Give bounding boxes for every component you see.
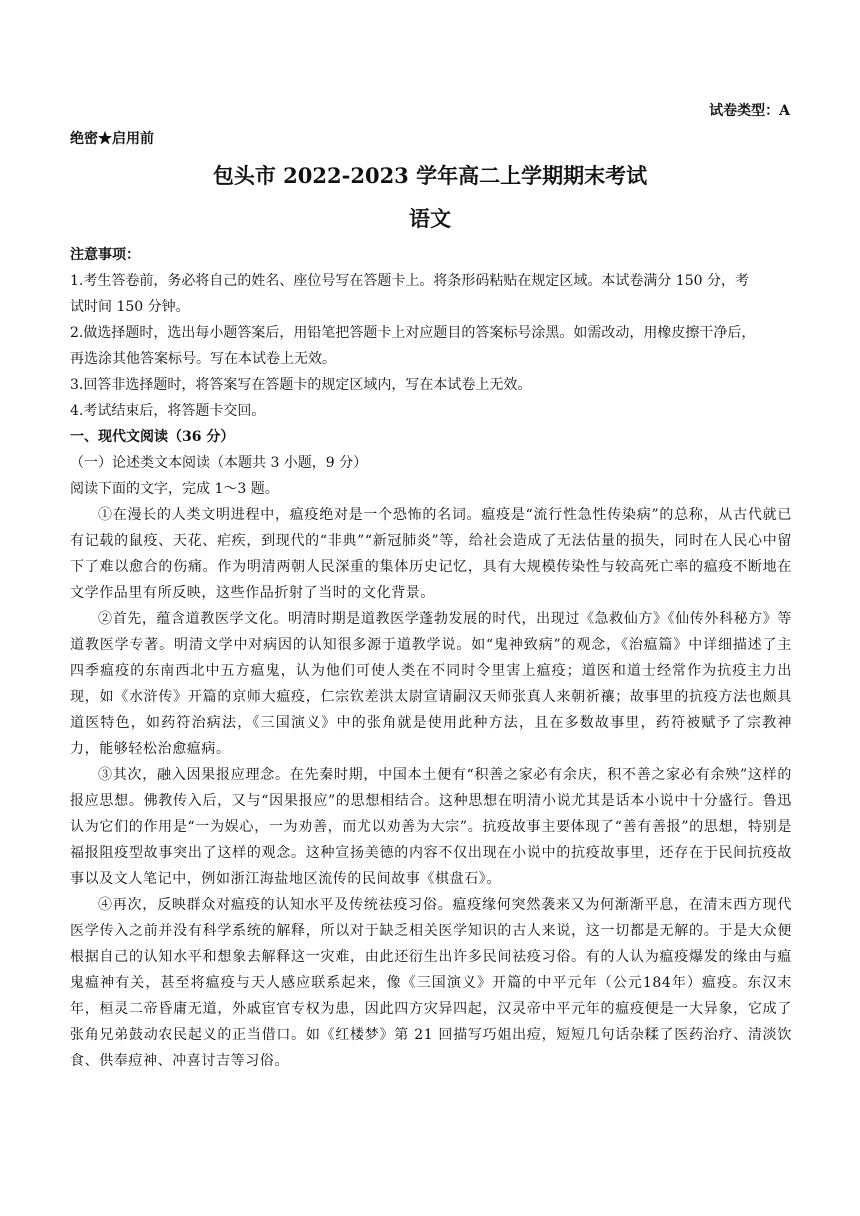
notice-heading: 注意事项： bbox=[70, 247, 140, 263]
paragraph-1: ①在漫长的人类文明进程中，瘟疫绝对是一个恐怖的名词。瘟疫是“流行性急性传染病”的总称，从古代就已有记载的鼠疫、天花、疟疾，到现代的“非典”“新冠肺炎”等，给社会造成了无法估量的损失，同时在人民心中留下了难以愈合的伤痛。作为明清两朝人民深重的集体历史记忆，具有大规模传染性与较高死亡率的瘟疫不断地在文学作品里有所反映，这些作品折射了当时的文化背景。 bbox=[70, 507, 792, 601]
notice-item-1-line-2: 试时间 150 分钟。 bbox=[70, 299, 190, 315]
section-subheading: （一）论述类文本阅读（本题共 3 小题，9 分） bbox=[70, 455, 368, 471]
notice-item-2-line-2: 再选涂其他答案标号。写在本试卷上无效。 bbox=[70, 351, 336, 367]
section-heading: 一、现代文阅读（36 分） bbox=[70, 429, 235, 445]
notice-item-4: 4.考试结束后，将答题卡交回。 bbox=[70, 403, 266, 419]
document-body bbox=[70, 242, 792, 1074]
paragraph-2: ②首先，蕴含道教医学文化。明清时期是道教医学蓬勃发展的时代，出现过《急救仙方》《仙传外科秘方》等道教医学专著。明清文学中对病因的认知很多源于道教学说。如“鬼神致病”的观念，《治瘟篇》中详细描述了主四季瘟疫的东南西北中五方瘟鬼，认为他们可使人类在不同时令里害上瘟疫；道医和道士经常作为抗疫主力出现，如《水浒传》开篇的京师大瘟疫，仁宗钦差洪太尉宣请嗣汉天师张真人来朝祈禳；故事里的抗疫方法也颇具道医特色，如药符治病法，《三国演义》中的张角就是使用此种方法，且在多数故事里，药符被赋予了宗教神力，能够轻松治愈瘟病。 bbox=[70, 611, 792, 757]
paragraph-4: ④再次，反映群众对瘟疫的认知水平及传统祛疫习俗。瘟疫缘何突然袭来又为何渐渐平息，在清末西方现代医学传入之前并没有科学系统的解释，所以对于缺乏相关医学知识的古人来说，这一切都是无解的。于是大众便根据自己的认知水平和想象去解释这一灾难，由此还衍生出许多民间祛疫习俗。有的人认为瘟疫爆发的缘由与瘟鬼瘟神有关，甚至将瘟疫与天人感应联系起来，像《三国演义》开篇的中平元年（公元184年）瘟疫。东汉末年，桓灵二帝昏庸无道，外戚宦官专权为患，因此四方灾异四起，汉灵帝中平元年的瘟疫便是一大异象，它成了张角兄弟鼓动农民起义的正当借口。如《红楼梦》第 21 回描写巧姐出痘，短短几句话杂糅了医药治疗、清淡饮食、供奉痘神、冲喜讨吉等习俗。 bbox=[70, 897, 792, 1069]
secret-label: 绝密★启用前 bbox=[70, 131, 154, 147]
notice-item-1-line-1: 1.考生答卷前，务必将自己的姓名、座位号写在答题卡上。将条形码粘贴在规定区域。本试卷满分 150 分，考 bbox=[70, 273, 749, 289]
notice-item-3: 3.回答非选择题时，将答案写在答题卡的规定区域内，写在本试卷上无效。 bbox=[70, 377, 532, 393]
page-title: 包头市 2022-2023 学年高二上学期期末考试 bbox=[212, 163, 648, 188]
section-instruction: 阅读下面的文字，完成 1～3 题。 bbox=[70, 481, 279, 497]
exam-type-label: 试卷类型：A bbox=[709, 103, 790, 119]
paragraph-3: ③其次，融入因果报应理念。在先秦时期，中国本土便有“积善之家必有余庆，积不善之家必有余殃”这样的报应思想。佛教传入后，又与“因果报应”的思想相结合。这种思想在明清小说尤其是话本小说中十分盛行。鲁迅认为它们的作用是“一为娱心，一为劝善，而尤以劝善为大宗”。抗疫故事主要体现了“善有善报”的思想，特别是福报阻疫型故事突出了这样的观念。这种宣扬美德的内容不仅出现在小说中的抗疫故事里，还存在于民间抗疫故事以及文人笔记中，例如浙江海盐地区流传的民间故事《棋盘石》。 bbox=[70, 767, 792, 887]
notice-item-2-line-1: 2.做选择题时，选出每小题答案后，用铅笔把答题卡上对应题目的答案标号涂黑。如需改动，用橡皮擦干净后， bbox=[70, 325, 756, 341]
subject-title: 语文 bbox=[409, 206, 451, 231]
